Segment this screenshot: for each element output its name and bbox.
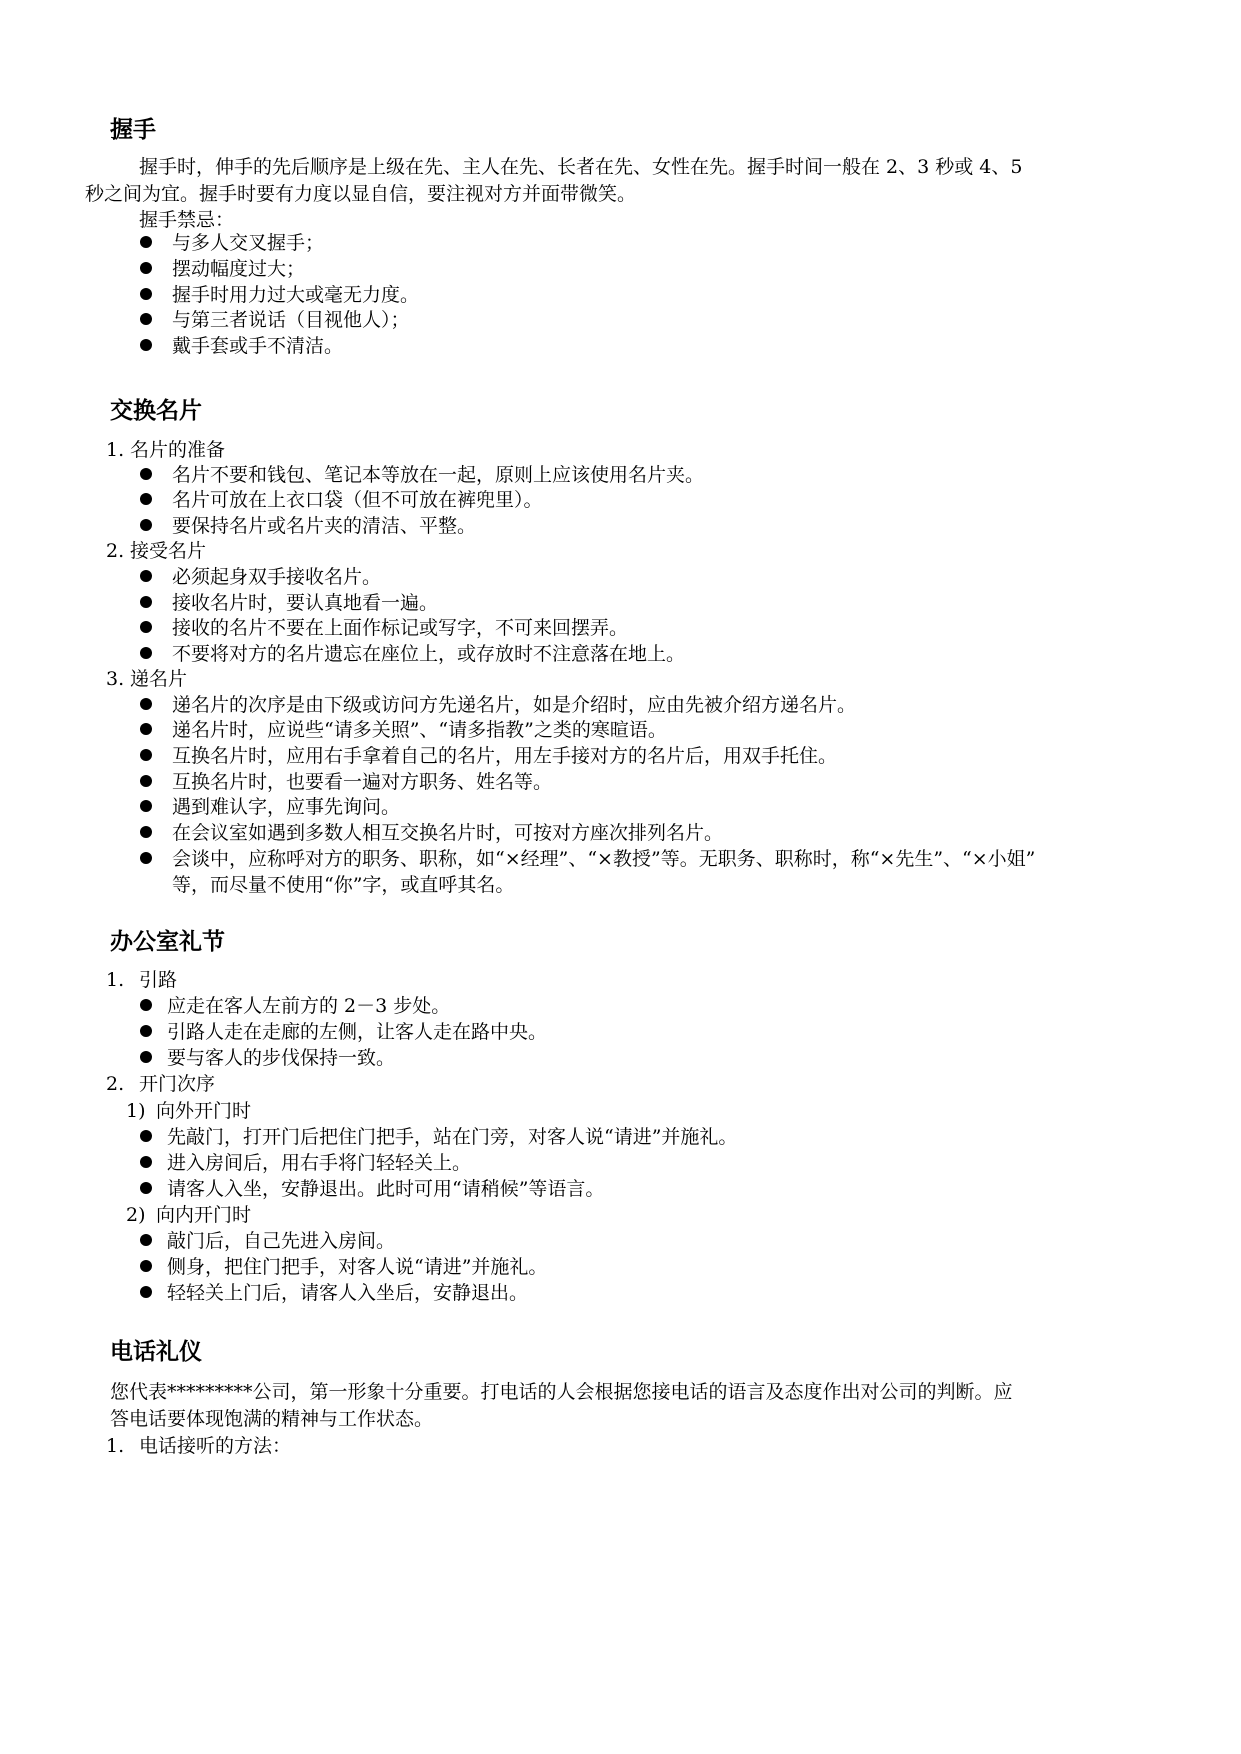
bullet-icon [140, 1234, 152, 1246]
bullet-icon [140, 1130, 152, 1142]
list-item: 先敲门，打开门后把住门把手，站在门旁，对客人说“请进”并施礼。 [167, 1126, 738, 1148]
bullet-icon [140, 1182, 152, 1194]
list-item: 握手时用力过大或毫无力度。 [172, 284, 420, 306]
list-item: 与第三者说话（目视他人）； [172, 309, 410, 331]
bullet-icon [140, 288, 152, 300]
list-item: 请客人入坐，安静退出。此时可用“请稍候”等语言。 [167, 1178, 605, 1200]
bullet-icon [140, 570, 152, 582]
list-item: 接收名片时，要认真地看一遍。 [172, 592, 439, 614]
paragraph-line: 秒之间为宜。握手时要有力度以显自信，要注视对方并面带微笑。 [85, 183, 637, 205]
bullet-icon [140, 1260, 152, 1272]
group-label: 名片的准备 [130, 439, 226, 461]
group-label: 开门次序 [139, 1073, 216, 1095]
list-item: 必须起身双手接收名片。 [172, 566, 382, 588]
bullet-icon [140, 999, 152, 1011]
list-item: 摆动幅度过大； [172, 258, 306, 280]
list-number: 1. [106, 439, 125, 461]
bullet-icon [140, 262, 152, 274]
section-title-phone: 电话礼仪 [110, 1339, 202, 1365]
list-item: 不要将对方的名片遗忘在座位上，或存放时不注意落在地上。 [172, 643, 686, 665]
list-item: 应走在客人左前方的 2－3 步处。 [167, 995, 451, 1017]
bullet-icon [140, 1156, 152, 1168]
paragraph-line: 握手时，伸手的先后顺序是上级在先、主人在先、长者在先、女性在先。握手时间一般在 2、3 秒或 4、5 [139, 156, 1023, 178]
list-item: 递名片时，应说些“请多关照”、“请多指教”之类的寒暄语。 [172, 719, 667, 741]
bullet-icon [140, 493, 152, 505]
paragraph-line: 答电话要体现饱满的精神与工作状态。 [110, 1408, 434, 1430]
list-item: 接收的名片不要在上面作标记或写字，不可来回摆弄。 [172, 617, 629, 639]
list-item: 名片可放在上衣口袋（但不可放在裤兜里）。 [172, 489, 543, 511]
sub-list-number: 1) [126, 1100, 146, 1122]
sub-group-label: 向外开门时 [156, 1100, 252, 1122]
sub-group-label: 向内开门时 [156, 1204, 252, 1226]
bullet-icon [140, 1051, 152, 1063]
bullet-icon [140, 800, 152, 812]
list-item: 在会议室如遇到多数人相互交换名片时，可按对方座次排列名片。 [172, 822, 724, 844]
sub-list-number: 2) [126, 1204, 146, 1226]
group-label: 接受名片 [130, 540, 207, 562]
bullet-icon [140, 775, 152, 787]
bullet-icon [140, 826, 152, 838]
bullet-icon [140, 339, 152, 351]
bullet-icon [140, 313, 152, 325]
section-title-cards: 交换名片 [110, 398, 202, 424]
bullet-icon [140, 749, 152, 761]
bullet-icon [140, 1025, 152, 1037]
list-item: 敲门后，自己先进入房间。 [167, 1230, 396, 1252]
group-label: 递名片 [130, 668, 188, 690]
list-item: 互换名片时，也要看一遍对方职务、姓名等。 [172, 771, 553, 793]
list-item: 遇到难认字，应事先询问。 [172, 796, 401, 818]
bullet-icon [140, 1286, 152, 1298]
bullet-icon [140, 596, 152, 608]
list-item: 要与客人的步伐保持一致。 [167, 1047, 396, 1069]
list-number: 3. [106, 668, 125, 690]
list-item: 进入房间后，用右手将门轻轻关上。 [167, 1152, 472, 1174]
bullet-icon [140, 852, 152, 864]
list-item: 轻轻关上门后，请客人入坐后，安静退出。 [167, 1282, 529, 1304]
paragraph-line: 您代表*********公司，第一形象十分重要。打电话的人会根据您接电话的语言及态度作出对公司的判断。应 [110, 1381, 1013, 1403]
list-item: 戴手套或手不清洁。 [172, 335, 344, 357]
list-item: 递名片的次序是由下级或访问方先递名片，如是介绍时，应由先被介绍方递名片。 [172, 694, 857, 716]
section-title-office: 办公室礼节 [110, 929, 225, 955]
list-number: 2. [106, 1073, 125, 1095]
section-title-handshake: 握手 [110, 117, 156, 143]
list-item: 与多人交叉握手； [172, 232, 325, 254]
list-number: 1. [106, 1435, 125, 1457]
list-item: 引路人走在走廊的左侧，让客人走在路中央。 [167, 1021, 548, 1043]
group-label: 引路 [139, 969, 178, 991]
list-item-continuation: 等，而尽量不使用“你”字，或直呼其名。 [172, 874, 515, 896]
list-item: 名片不要和钱包、笔记本等放在一起，原则上应该使用名片夹。 [172, 464, 705, 486]
taboo-label: 握手禁忌： [139, 209, 235, 231]
bullet-icon [140, 621, 152, 633]
bullet-icon [140, 698, 152, 710]
bullet-icon [140, 723, 152, 735]
bullet-icon [140, 519, 152, 531]
group-label: 电话接听的方法： [139, 1435, 292, 1457]
list-number: 1. [106, 969, 125, 991]
bullet-icon [140, 468, 152, 480]
list-item: 会谈中，应称呼对方的职务、职称，如“×经理”、“×教授”等。无职务、职称时，称“×先生”、“×小姐” [172, 848, 1036, 870]
bullet-icon [140, 647, 152, 659]
list-item: 互换名片时，应用右手拿着自己的名片，用左手接对方的名片后，用双手托住。 [172, 745, 838, 767]
list-item: 要保持名片或名片夹的清洁、平整。 [172, 515, 477, 537]
bullet-icon [140, 236, 152, 248]
list-number: 2. [106, 540, 125, 562]
list-item: 侧身，把住门把手，对客人说“请进”并施礼。 [167, 1256, 548, 1278]
